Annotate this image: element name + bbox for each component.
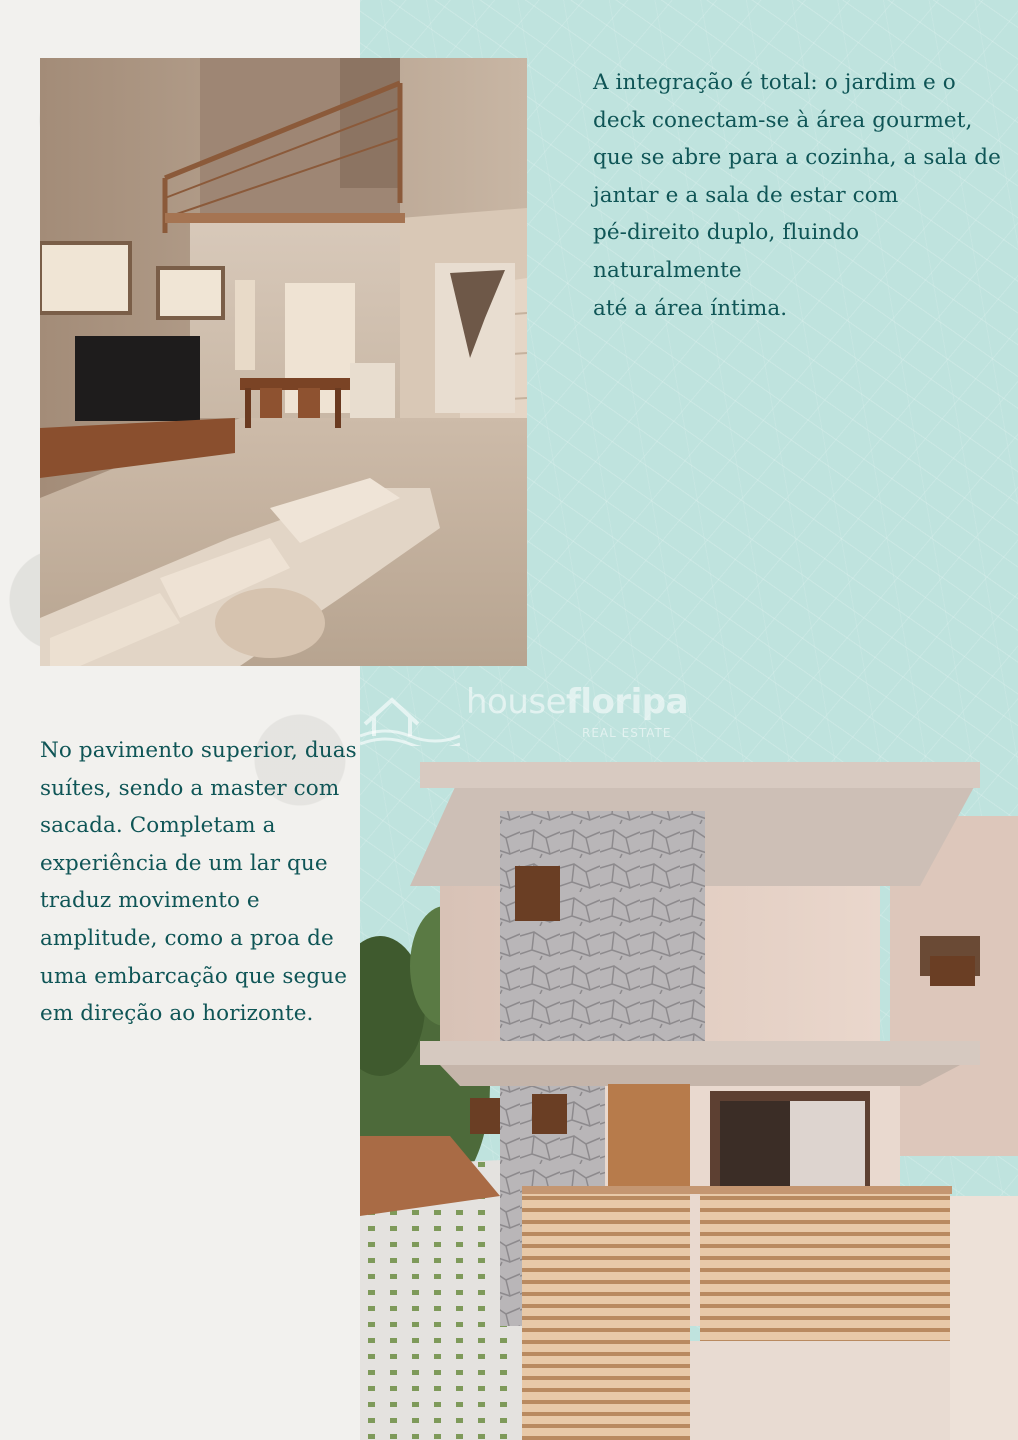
paragraph-line: deck conectam-se à área gourmet,	[593, 107, 973, 133]
watermark-name-bold: floripa	[566, 682, 689, 722]
paragraph-line: jantar e a sala de estar com	[593, 182, 899, 208]
interior-living-room-photo	[40, 58, 527, 666]
paragraph-integration	[593, 64, 1003, 327]
house-exterior-photo	[360, 756, 1018, 1440]
paragraph-line: A integração é total: o jardim e o	[593, 70, 956, 95]
company-watermark	[360, 682, 700, 756]
paragraph-line: experiência de um lar que	[40, 850, 328, 876]
watermark-name	[466, 682, 688, 722]
paragraph-line: No pavimento superior, duas	[40, 738, 357, 763]
paragraph-line: sacada. Completam a	[40, 813, 276, 839]
watermark-name-light: house	[466, 682, 567, 722]
house-logo-icon	[360, 686, 460, 746]
paragraph-line: até a área íntima.	[593, 295, 788, 321]
paragraph-line: em direção ao horizonte.	[40, 1001, 314, 1027]
paragraph-line: pé-direito duplo, fluindo	[593, 220, 860, 246]
paragraph-line: naturalmente	[593, 257, 742, 283]
watermark-subtitle: REAL ESTATE	[582, 726, 672, 740]
paragraph-line: amplitude, como a proa de	[40, 925, 334, 951]
paragraph-line: uma embarcação que segue	[40, 963, 348, 989]
paragraph-line: traduz movimento e	[40, 888, 260, 914]
paragraph-line: suítes, sendo a master com	[40, 775, 340, 801]
paragraph-upper-floor	[40, 732, 356, 1033]
paragraph-line: que se abre para a cozinha, a sala de	[593, 145, 1001, 171]
